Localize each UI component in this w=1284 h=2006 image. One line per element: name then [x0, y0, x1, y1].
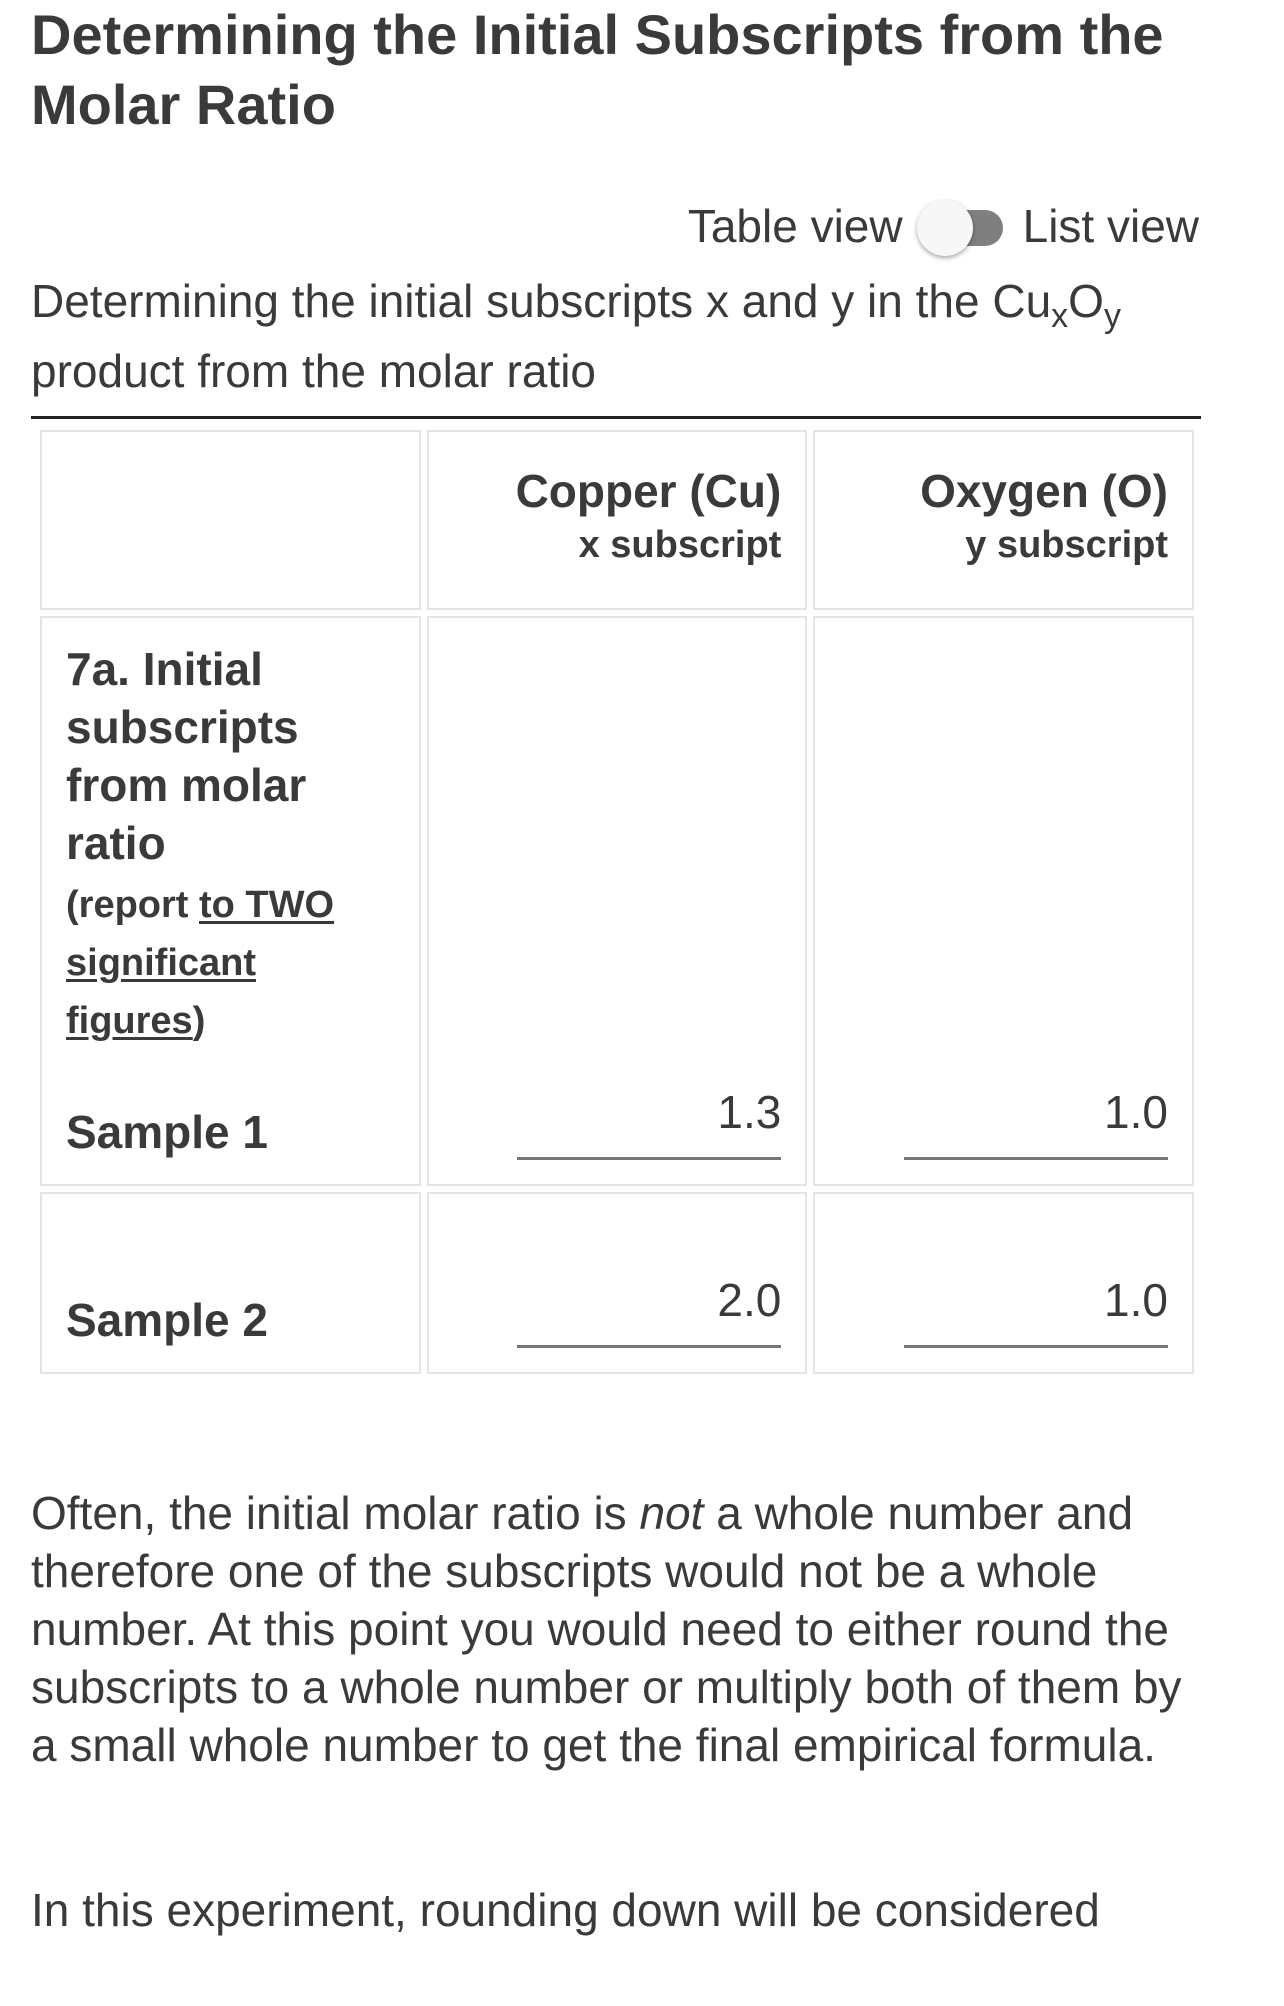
- explanation-paragraph: [31, 1484, 1211, 1774]
- table-row: [40, 616, 1194, 1186]
- note-prefix: (report: [66, 884, 199, 926]
- para-text-end: a whole number and therefore one of the subscripts would not be a whole number. At this point you would need to either round the subscripts to a whole number or multiply both of them by a small whole number to get the final empirical formula.: [31, 1487, 1182, 1771]
- column-header-oxygen: [813, 430, 1194, 610]
- value-cell: [427, 1192, 808, 1374]
- value-cell: [813, 1192, 1194, 1374]
- column-header-copper: [427, 430, 808, 610]
- note-suffix: ): [192, 1000, 206, 1042]
- sample2-oxygen-input[interactable]: 1.0: [904, 1270, 1168, 1348]
- empty-header-cell: [40, 430, 421, 610]
- page-title: Determining the Initial Subscripts from the Molar Ratio: [31, 3, 1164, 136]
- question-title: 7a. Initial subscripts from molar ratio: [66, 643, 307, 869]
- row-label-cell: [40, 1192, 421, 1374]
- table-header-row: [40, 430, 1194, 610]
- sample-label: Sample 1: [66, 1106, 268, 1158]
- toggle-knob[interactable]: [917, 200, 973, 256]
- caption-subscript-y: y: [1103, 297, 1121, 335]
- sample1-copper-input[interactable]: 1.3: [517, 1082, 781, 1160]
- caption-text: Determining the initial subscripts x and y in the Cu: [31, 275, 1052, 327]
- row-label-cell: [40, 616, 421, 1186]
- column-subtitle: x subscript: [578, 524, 782, 566]
- view-toggle-switch[interactable]: [917, 200, 1009, 252]
- question-note: [66, 876, 399, 1050]
- column-title: Oxygen (O): [920, 465, 1168, 517]
- column-subtitle: y subscript: [965, 524, 1168, 566]
- column-title: Copper (Cu): [515, 465, 782, 517]
- caption-divider: [31, 416, 1201, 419]
- caption-oxygen: O: [1068, 275, 1104, 327]
- subscripts-table: [34, 424, 1200, 1380]
- table-caption: [31, 266, 1201, 406]
- significant-figures-link[interactable]: to TWO significant figures: [66, 884, 335, 1042]
- caption-text-end: product from the molar ratio: [31, 345, 597, 397]
- value-cell: [813, 616, 1194, 1186]
- list-view-label[interactable]: List view: [1022, 200, 1199, 252]
- table-view-label[interactable]: Table view: [687, 200, 903, 252]
- sample1-oxygen-input[interactable]: 1.0: [904, 1082, 1168, 1160]
- rounding-paragraph: In this experiment, rounding down will be considered: [31, 1884, 1100, 1936]
- value-cell: [427, 616, 808, 1186]
- view-toggle-row: [688, 190, 1199, 262]
- para-emphasis: not: [639, 1487, 704, 1539]
- para-text: Often, the initial molar ratio is: [31, 1487, 640, 1539]
- caption-subscript-x: x: [1051, 297, 1069, 335]
- sample2-copper-input[interactable]: 2.0: [517, 1270, 781, 1348]
- table-row: [40, 1192, 1194, 1374]
- sample-label: Sample 2: [66, 1294, 268, 1346]
